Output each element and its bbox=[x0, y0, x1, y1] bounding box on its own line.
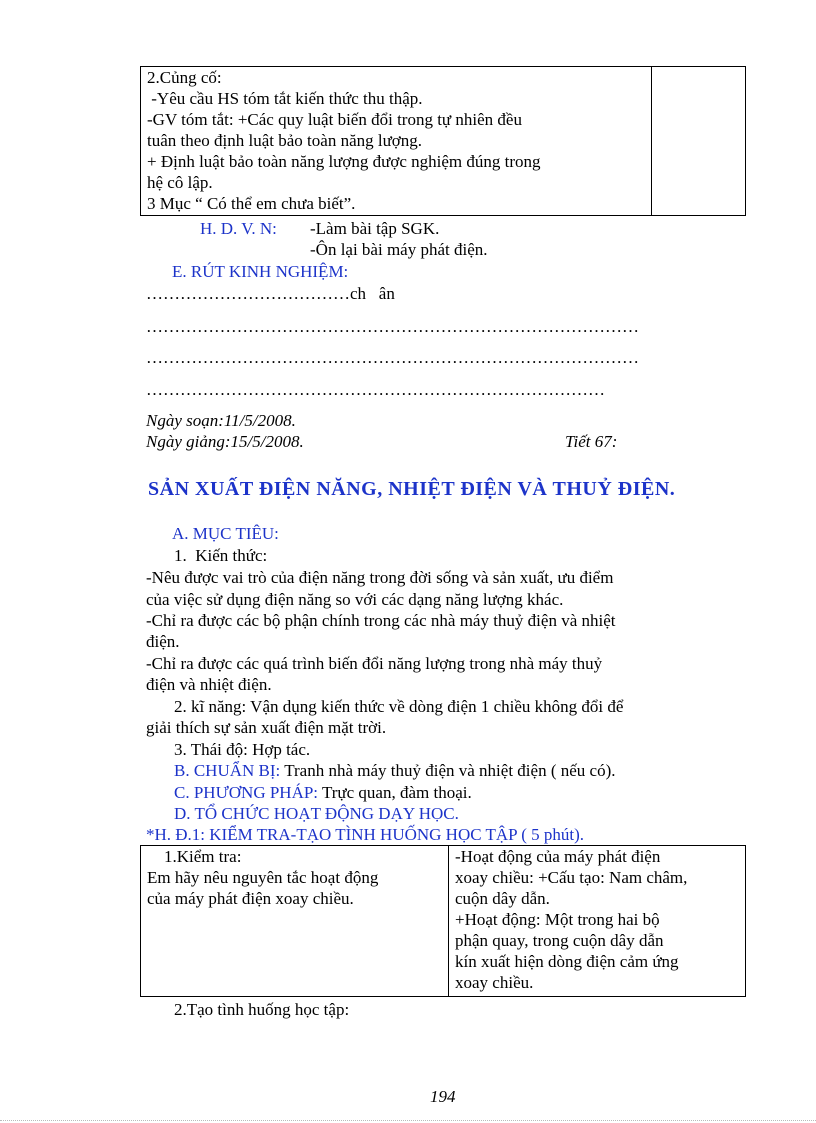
knowledge-line: của việc sử dụng điện năng so với các dạng năng lượng khác. bbox=[146, 590, 564, 609]
prepared-date: Ngày soạn:11/5/2008. bbox=[146, 411, 296, 430]
preparation-text: Tranh nhà máy thuỷ điện và nhiệt điện ( nếu có). bbox=[280, 761, 616, 780]
check-answer-cell bbox=[449, 846, 746, 997]
hdvn-item: -Làm bài tập SGK. bbox=[310, 219, 440, 238]
knowledge-line: -Chỉ ra được các bộ phận chính trong các nhà máy thuỷ điện và nhiệt bbox=[146, 611, 616, 630]
dotted-line: …………………………………………………………………………… bbox=[146, 317, 639, 336]
preparation-label: B. CHUẨN BỊ: bbox=[174, 761, 281, 780]
consolidation-line: 3 Mục “ Có thể em chưa biết”. bbox=[147, 194, 356, 213]
skills-line: giải thích sự sản xuất điện mặt trời. bbox=[146, 718, 387, 737]
dotted-line: ………………………………ch ân bbox=[146, 284, 395, 303]
consolidation-line: -GV tóm tắt: +Các quy luật biến đổi trong tự nhiên đều bbox=[147, 110, 522, 129]
hdvn-label: H. D. V. N: bbox=[200, 219, 277, 238]
dotted-line: …………………………………………………………………………… bbox=[146, 348, 639, 367]
check-question-line: 1.Kiểm tra: bbox=[147, 847, 242, 866]
consolidation-table bbox=[140, 66, 746, 216]
consolidation-line: 2.Củng cố: bbox=[147, 68, 222, 87]
dotted-line: ……………………………………………………………………… bbox=[146, 380, 605, 399]
check-question-line: Em hãy nêu nguyên tắc hoạt động bbox=[147, 868, 379, 887]
teaching-date: Ngày giảng:15/5/2008. bbox=[146, 432, 304, 451]
knowledge-line: điện. bbox=[146, 632, 180, 651]
page-number: 194 bbox=[430, 1087, 456, 1106]
period-number: Tiết 67: bbox=[565, 432, 618, 451]
check-answer-line: phận quay, trong cuộn dây dẫn bbox=[455, 931, 664, 950]
activity-1-heading: *H. Đ.1: KIỂM TRA-TẠO TÌNH HUỐNG HỌC TẬP ( 5 phút). bbox=[146, 825, 585, 844]
consolidation-line: tuân theo định luật bảo toàn năng lượng. bbox=[147, 131, 423, 150]
consolidation-cell bbox=[141, 67, 652, 216]
check-question-line: của máy phát điện xoay chiều. bbox=[147, 889, 354, 908]
knowledge-line: -Chỉ ra được các quá trình biến đổi năng lượng trong nhà máy thuỷ bbox=[146, 654, 603, 673]
organization-heading: D. TỔ CHỨC HOẠT ĐỘNG DẠY HỌC. bbox=[174, 804, 459, 823]
method-line bbox=[174, 782, 472, 803]
check-answer-line: xoay chiều: +Cấu tạo: Nam châm, bbox=[455, 868, 688, 887]
method-label: C. PHƯƠNG PHÁP: bbox=[174, 783, 319, 802]
hdvn-item: -Ôn lại bài máy phát điện. bbox=[310, 240, 488, 259]
objectives-heading: A. MỤC TIÊU: bbox=[172, 524, 279, 543]
knowledge-line: điện và nhiệt điện. bbox=[146, 675, 272, 694]
knowledge-line: -Nêu được vai trò của điện năng trong đời sống và sản xuất, ưu điểm bbox=[146, 568, 614, 587]
knowledge-heading: 1. Kiến thức: bbox=[174, 546, 268, 565]
check-table bbox=[140, 845, 746, 997]
attitude-line: 3. Thái độ: Hợp tác. bbox=[174, 740, 311, 759]
consolidation-empty-cell bbox=[652, 67, 746, 216]
consolidation-line: hệ cô lập. bbox=[147, 173, 213, 192]
skills-line: 2. kĩ năng: Vận dụng kiến thức về dòng điện 1 chiều không đổi để bbox=[174, 697, 624, 716]
consolidation-line: -Yêu cầu HS tóm tắt kiến thức thu thập. bbox=[147, 89, 423, 108]
check-answer-line: kín xuất hiện dòng điện cảm ứng bbox=[455, 952, 679, 971]
consolidation-line: + Định luật bảo toàn năng lượng được nghiệm đúng trong bbox=[147, 152, 541, 171]
method-text: Trực quan, đàm thoại. bbox=[318, 783, 472, 802]
lesson-title: SẢN XUẤT ĐIỆN NĂNG, NHIỆT ĐIỆN VÀ THUỶ ĐIỆN. bbox=[148, 478, 676, 500]
check-answer-line: cuộn dây dẫn. bbox=[455, 889, 550, 908]
footer-divider bbox=[0, 1120, 816, 1121]
check-answer-line: xoay chiều. bbox=[455, 973, 534, 992]
check-answer-line: +Hoạt động: Một trong hai bộ bbox=[455, 910, 660, 929]
lessons-heading: E. RÚT KINH NGHIỆM: bbox=[172, 262, 349, 281]
check-question-cell bbox=[141, 846, 449, 997]
preparation-line bbox=[174, 760, 615, 781]
situation-heading: 2.Tạo tình huống học tập: bbox=[174, 1000, 350, 1019]
check-answer-line: -Hoạt động của máy phát điện bbox=[455, 847, 661, 866]
